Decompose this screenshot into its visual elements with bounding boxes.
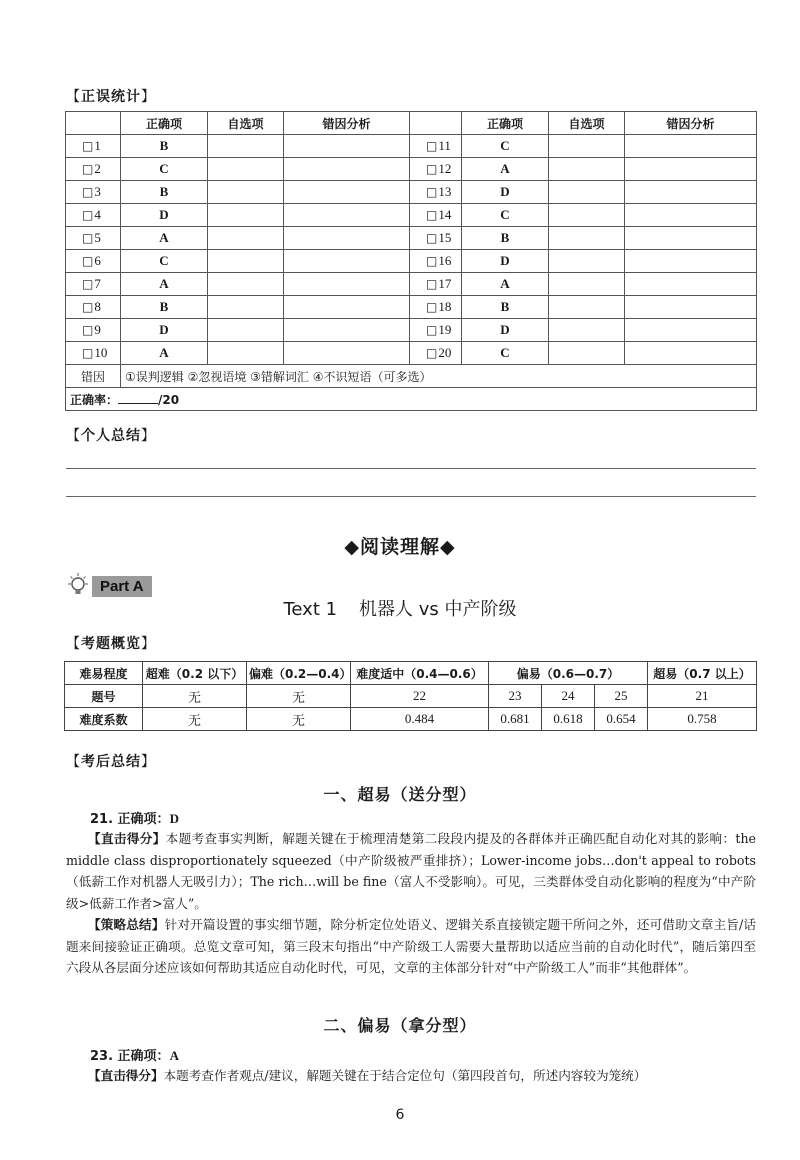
stats-row: [66, 273, 757, 296]
checkbox-icon[interactable]: □: [82, 346, 94, 360]
qnum-cell: 25: [595, 685, 648, 708]
stats-row: [66, 227, 757, 250]
stats-row: [66, 250, 757, 273]
stats-header-row: [66, 112, 757, 135]
stats-row: [66, 158, 757, 181]
header-self: 自选项: [208, 112, 284, 135]
error-analysis-cell[interactable]: [625, 250, 757, 273]
error-analysis-cell[interactable]: [284, 250, 410, 273]
checkbox-icon[interactable]: □: [426, 300, 438, 314]
question-number-label: 12: [438, 161, 452, 176]
question-number-label: 3: [94, 184, 101, 199]
question-number-label: 6: [94, 253, 101, 268]
question-number-label: 10: [94, 345, 108, 360]
error-analysis-cell[interactable]: [625, 227, 757, 250]
answer-stats-table: [65, 111, 757, 411]
error-analysis-cell[interactable]: [284, 204, 410, 227]
accuracy-total: /20: [158, 392, 180, 407]
qnum-cell: 23: [489, 685, 542, 708]
q23-direct-text: 本题考查作者观点/建议，解题关键在于结合定位句（第四段首句，所述内容较为笼统）: [163, 1068, 647, 1083]
correct-answer: A: [121, 227, 208, 250]
checkbox-icon[interactable]: □: [426, 254, 438, 268]
coef-cell: 0.758: [648, 708, 757, 731]
correct-answer: C: [462, 204, 549, 227]
qnum-label: 题号: [65, 685, 143, 708]
direct-score-tag: 【直击得分】: [88, 831, 166, 846]
question-number: [66, 135, 121, 158]
error-analysis-cell[interactable]: [625, 181, 757, 204]
reading-heading: ◆阅读理解◆: [344, 536, 456, 558]
question-number-label: 7: [94, 276, 101, 291]
self-choice-cell[interactable]: [549, 158, 625, 181]
question-number-label: 17: [438, 276, 452, 291]
checkbox-icon[interactable]: □: [426, 139, 438, 153]
q21-strategy-text: 针对开篇设置的事实细节题，除分析定位处语义、逻辑关系直接锁定题干所问之外，还可借助文章主旨/话题来间接验证正确项。总览文章可知，第三段末句指出“中产阶级工人需要大量帮助以适应当前的自动化时代”，随后第四至六段从各层面分述应该如何帮助其适应自动化时代，可见，文章的主体部分针对“中产阶级工人”而非“其他群体”。: [66, 917, 757, 975]
question-number: [66, 342, 121, 365]
q23-answer: A: [169, 1048, 179, 1063]
header-analysis: 错因分析: [284, 112, 410, 135]
overview-section-label: 【考题概览】: [66, 636, 156, 652]
question-number-label: 1: [94, 138, 101, 153]
checkbox-icon[interactable]: □: [82, 208, 94, 222]
question-number-label: 15: [438, 230, 452, 245]
coefficient-row: [65, 708, 757, 731]
direct-score-tag: 【直击得分】: [88, 1068, 164, 1083]
checkbox-icon[interactable]: □: [426, 208, 438, 222]
checkbox-icon[interactable]: □: [426, 323, 438, 337]
correct-answer: D: [462, 319, 549, 342]
coef-cell: 0.618: [542, 708, 595, 731]
error-analysis-cell[interactable]: [625, 296, 757, 319]
summary-line-2[interactable]: [66, 496, 756, 497]
checkbox-icon[interactable]: □: [426, 231, 438, 245]
self-choice-cell[interactable]: [549, 181, 625, 204]
level-very-hard: 超难（0.2 以下）: [143, 662, 247, 685]
question-number-label: 2: [94, 161, 101, 176]
stats-row: [66, 296, 757, 319]
question-number-label: 8: [94, 299, 101, 314]
error-analysis-cell[interactable]: [625, 319, 757, 342]
question-number: [66, 227, 121, 250]
self-choice-cell[interactable]: [208, 250, 284, 273]
correct-answer: D: [121, 204, 208, 227]
part-a-label: Part A: [92, 576, 152, 597]
q23-direct-paragraph: [66, 1065, 756, 1087]
error-analysis-cell[interactable]: [625, 158, 757, 181]
coef-cell: 0.654: [595, 708, 648, 731]
self-choice-cell[interactable]: [208, 181, 284, 204]
qnum-cell: 24: [542, 685, 595, 708]
error-analysis-cell[interactable]: [284, 135, 410, 158]
checkbox-icon[interactable]: □: [82, 139, 94, 153]
question-number-label: 14: [438, 207, 452, 222]
correct-answer: A: [462, 273, 549, 296]
question-number: [410, 273, 462, 296]
accuracy-blank[interactable]: [118, 393, 158, 404]
stats-row: [66, 319, 757, 342]
self-choice-cell[interactable]: [208, 273, 284, 296]
self-choice-cell[interactable]: [208, 319, 284, 342]
difficulty-header-row: [65, 662, 757, 685]
checkbox-icon[interactable]: □: [426, 277, 438, 291]
correct-answer: D: [121, 319, 208, 342]
checkbox-icon[interactable]: □: [82, 300, 94, 314]
self-choice-cell[interactable]: [208, 135, 284, 158]
checkbox-icon[interactable]: □: [426, 162, 438, 176]
correct-answer: D: [462, 250, 549, 273]
question-number: [410, 135, 462, 158]
q21-direct-paragraph: [66, 828, 756, 914]
correct-answer: A: [121, 342, 208, 365]
error-analysis-cell[interactable]: [284, 342, 410, 365]
correct-answer: B: [462, 296, 549, 319]
self-choice-cell[interactable]: [549, 319, 625, 342]
question-number: [66, 204, 121, 227]
page-number: 6: [395, 1107, 405, 1123]
error-analysis-cell[interactable]: [284, 296, 410, 319]
self-choice-cell[interactable]: [549, 296, 625, 319]
question-number-label: 19: [438, 322, 452, 337]
q21-label: 21. 正确项：D: [90, 811, 179, 827]
question-number: [66, 296, 121, 319]
coef-cell: 0.484: [351, 708, 489, 731]
strategy-tag: 【策略总结】: [88, 917, 165, 932]
correct-answer: D: [462, 181, 549, 204]
question-number: [66, 181, 121, 204]
accuracy-cell: [66, 388, 757, 411]
difficulty-table: [64, 661, 757, 731]
cause-row: [66, 365, 757, 388]
level-hard: 偏难（0.2—0.4）: [247, 662, 351, 685]
self-choice-cell[interactable]: [208, 158, 284, 181]
question-number-label: 18: [438, 299, 452, 314]
question-number: [410, 296, 462, 319]
checkbox-icon[interactable]: □: [82, 323, 94, 337]
q21-strategy-paragraph: [66, 914, 756, 979]
self-choice-cell[interactable]: [208, 227, 284, 250]
stats-row: [66, 342, 757, 365]
error-analysis-cell[interactable]: [284, 273, 410, 296]
error-analysis-cell[interactable]: [625, 342, 757, 365]
text-title: [0, 595, 800, 621]
level-easy: 偏易（0.6—0.7）: [489, 662, 648, 685]
correct-answer: A: [121, 273, 208, 296]
checkbox-icon[interactable]: □: [82, 254, 94, 268]
correct-answer: C: [462, 135, 549, 158]
self-choice-cell[interactable]: [549, 342, 625, 365]
coef-cell: 无: [247, 708, 351, 731]
accuracy-row: [66, 388, 757, 411]
correct-answer: B: [121, 296, 208, 319]
error-analysis-cell[interactable]: [284, 158, 410, 181]
part-two-heading: 二、偏易（拿分型）: [323, 1016, 477, 1035]
checkbox-icon[interactable]: □: [426, 346, 438, 360]
correct-answer: A: [462, 158, 549, 181]
question-number: [410, 181, 462, 204]
correct-answer: C: [121, 250, 208, 273]
afterexam-section-label: 【考后总结】: [66, 754, 156, 770]
accuracy-label: 正确率：: [70, 392, 119, 407]
checkbox-icon[interactable]: □: [82, 185, 94, 199]
level-very-easy: 超易（0.7 以上）: [648, 662, 757, 685]
q21-direct-text: 本题考查事实判断，解题关键在于梳理清楚第二段段内提及的各群体并正确匹配自动化对其的影响：the middle class disproportionately squeezed（中产阶级被严重排挤）；Lower-income jobs…don't appeal to robots（低薪工作对机器人无吸引力）；The rich…will be fine（富人不受影响）。可见，三类群体受自动化影响的程度为“中产阶级>低薪工作者>富人”。: [66, 831, 757, 911]
header-self: 自选项: [549, 112, 625, 135]
error-analysis-cell[interactable]: [284, 227, 410, 250]
question-number-label: 5: [94, 230, 101, 245]
question-number: [410, 204, 462, 227]
self-choice-cell[interactable]: [549, 250, 625, 273]
correct-answer: B: [121, 135, 208, 158]
header-blank: [66, 112, 121, 135]
checkbox-icon[interactable]: □: [82, 277, 94, 291]
summary-section-label: 【个人总结】: [66, 428, 156, 444]
stats-row: [66, 204, 757, 227]
error-analysis-cell[interactable]: [284, 181, 410, 204]
difficulty-level-label: 难易程度: [65, 662, 143, 685]
question-number-label: 16: [438, 253, 452, 268]
correct-answer: B: [462, 227, 549, 250]
question-number: [410, 250, 462, 273]
question-number: [410, 342, 462, 365]
question-number-label: 13: [438, 184, 452, 199]
self-choice-cell[interactable]: [549, 227, 625, 250]
cause-label: 错因: [66, 365, 121, 388]
coef-cell: 无: [143, 708, 247, 731]
stats-row: [66, 135, 757, 158]
qnum-cell: 22: [351, 685, 489, 708]
text-name: 机器人 vs 中产阶级: [359, 599, 517, 620]
question-number-label: 4: [94, 207, 101, 222]
error-analysis-cell[interactable]: [625, 273, 757, 296]
checkbox-icon[interactable]: □: [82, 231, 94, 245]
text-number: Text 1: [283, 599, 338, 620]
error-analysis-cell[interactable]: [625, 204, 757, 227]
question-number-row: [65, 685, 757, 708]
qnum-cell: 无: [247, 685, 351, 708]
question-number-label: 11: [438, 138, 451, 153]
coef-cell: 0.681: [489, 708, 542, 731]
question-number: [410, 158, 462, 181]
summary-line-1[interactable]: [66, 468, 756, 469]
correct-answer: C: [462, 342, 549, 365]
question-number: [66, 250, 121, 273]
part-one-heading: 一、超易（送分型）: [323, 785, 477, 804]
question-number: [66, 158, 121, 181]
self-choice-cell[interactable]: [549, 135, 625, 158]
qnum-cell: 无: [143, 685, 247, 708]
header-blank: [410, 112, 462, 135]
question-number: [66, 319, 121, 342]
correct-answer: C: [121, 158, 208, 181]
self-choice-cell[interactable]: [208, 296, 284, 319]
header-correct: 正确项: [462, 112, 549, 135]
self-choice-cell[interactable]: [549, 273, 625, 296]
correct-answer: B: [121, 181, 208, 204]
question-number-label: 9: [94, 322, 101, 337]
coef-label: 难度系数: [65, 708, 143, 731]
error-analysis-cell[interactable]: [625, 135, 757, 158]
cause-options: ①误判逻辑 ②忽视语境 ③错解词汇 ④不识短语（可多选）: [121, 365, 757, 388]
question-number-label: 20: [438, 345, 452, 360]
stats-section-label: 【正误统计】: [66, 89, 156, 105]
self-choice-cell[interactable]: [208, 342, 284, 365]
qnum-cell: 21: [648, 685, 757, 708]
header-correct: 正确项: [121, 112, 208, 135]
level-medium: 难度适中（0.4—0.6）: [351, 662, 489, 685]
question-number: [66, 273, 121, 296]
q21-answer: D: [169, 811, 179, 826]
checkbox-icon[interactable]: □: [426, 185, 438, 199]
error-analysis-cell[interactable]: [284, 319, 410, 342]
header-analysis: 错因分析: [625, 112, 757, 135]
q23-label: 23. 正确项：A: [90, 1048, 179, 1064]
question-number: [410, 319, 462, 342]
self-choice-cell[interactable]: [549, 204, 625, 227]
stats-row: [66, 181, 757, 204]
question-number: [410, 227, 462, 250]
checkbox-icon[interactable]: □: [82, 162, 94, 176]
self-choice-cell[interactable]: [208, 204, 284, 227]
